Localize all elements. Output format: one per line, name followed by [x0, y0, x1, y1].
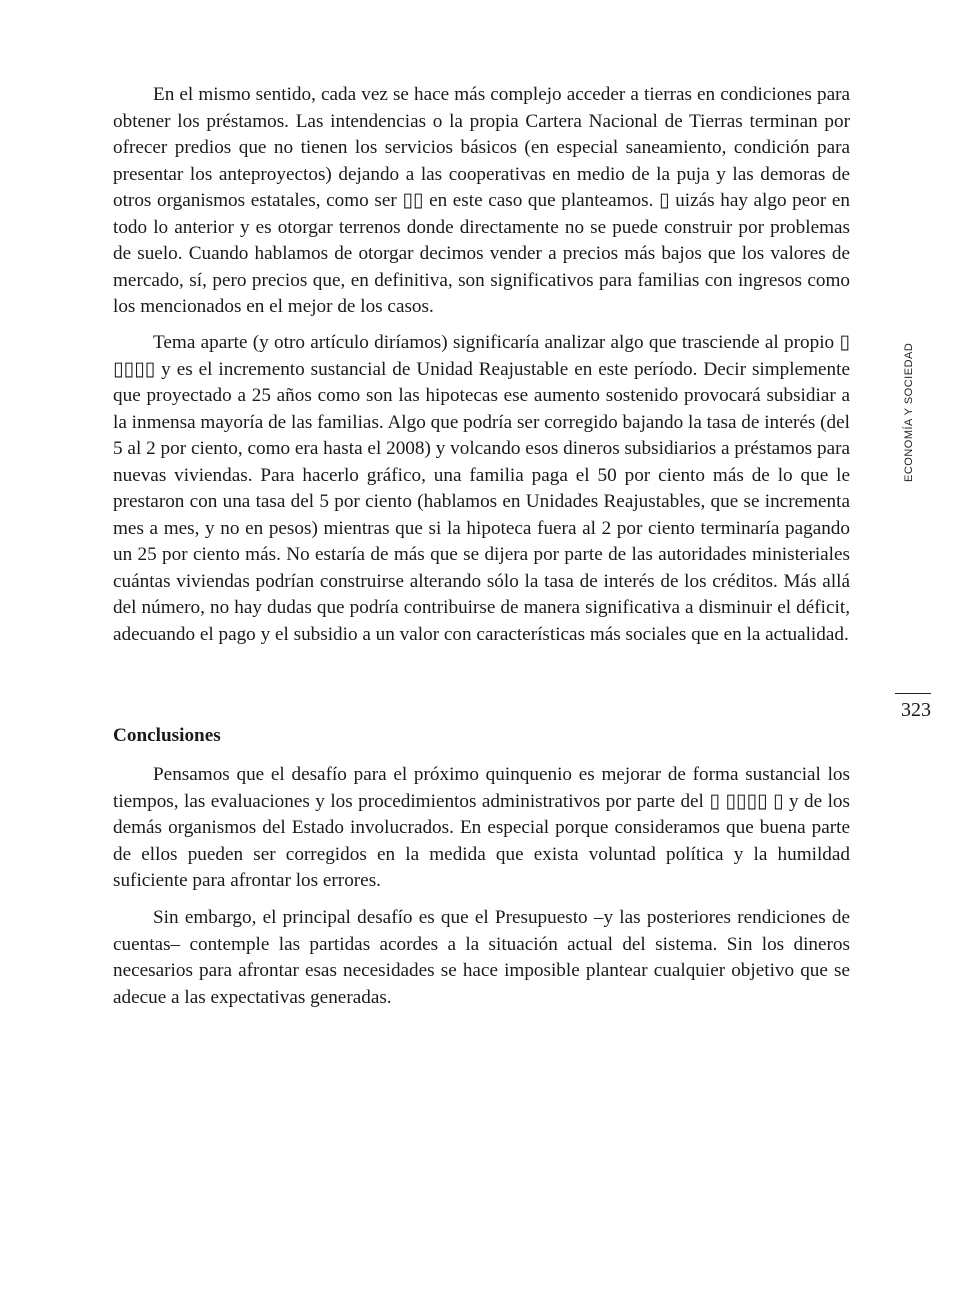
page-number-rule [895, 693, 931, 694]
body-paragraph-2 [113, 330, 850, 648]
body-paragraph-3 [113, 762, 850, 895]
body-paragraph-4 [113, 905, 850, 1011]
paragraph-text: Pensamos que el desafío para el próximo quinquenio es mejorar de forma sustancial los tiempos, las evaluaciones y los procedimientos administrativos por parte del ▯ ▯▯▯▯ ▯ y de los demás organismos del Estado involucrados. En especial porque consideramos que buena parte de ellos pueden ser corregidos en la medida que exista voluntad política y la humildad suficiente para afrontar los errores. [113, 764, 850, 891]
section-heading: Conclusiones [113, 725, 221, 746]
running-section-label: ECONOMÍA Y SOCIEDAD [903, 342, 915, 482]
paragraph-text: Sin embargo, el principal desafío es que el Presupuesto –y las posteriores rendiciones de cuentas– contemple las partidas acordes a la situación actual del sistema. Sin los dineros necesarios para afrontar esas necesidades se hace imposible plantear cualquier objetivo que se adecue a las expectativas generadas. [113, 907, 850, 1008]
paragraph-text: Tema aparte (y otro artículo diríamos) significaría analizar algo que trasciende al propio ▯ ▯▯▯▯ y es el incremento sustancial de Unidad Reajustable en este período. Decir simplemente que proyectado a 25 años como son las hipotecas ese aumento sostenido provocará subsidiar a la inmensa mayoría de las familias. Algo que podría ser corregido bajando la tasa de interés (del 5 al 2 por ciento, como era hasta el 2008) y volcando esos dineros subsidiarios a préstamos para nuevas viviendas. Para hacerlo gráfico, una familia paga el 50 por ciento más de lo que le prestaron con una tasa del 5 por ciento (hablamos en Unidades Reajustables, que se incrementa mes a mes, y no en pesos) mientras que si la hipoteca fuera al 2 por ciento terminaría pagando un 25 por ciento más. No estaría de más que se dijera por parte de las autoridades ministeriales cuántas viviendas podrían construirse alterando sólo la tasa de interés de los créditos. Más allá del número, no hay dudas que podría contribuirse de manera significativa a disminuir el déficit, adecuando el pago y el subsidio a un valor con características más sociales que en la actualidad. [113, 332, 850, 645]
paragraph-text: En el mismo sentido, cada vez se hace más complejo acceder a tierras en condiciones para obtener los préstamos. Las intendencias o la propia Cartera Nacional de Tierras terminan por ofrecer predios que no tienen los servicios básicos (en especial saneamiento, condición para presentar los anteproyectos) dejando a las cooperativas en medio de la puja y las demoras de otros organismos estatales, como ser ▯▯ en este caso que planteamos. ▯ uizás hay algo peor en todo lo anterior y es otorgar terrenos donde directamente no se puede construir por problemas de suelo. Cuando hablamos de otorgar decimos vender a precios más bajos que los valores de mercado, sí, pero precios que, en definitiva, son significativos para familias con ingresos como los mencionados en el mejor de los casos. [113, 84, 850, 317]
body-paragraph-1 [113, 82, 850, 321]
page-number: 323 [901, 699, 931, 721]
